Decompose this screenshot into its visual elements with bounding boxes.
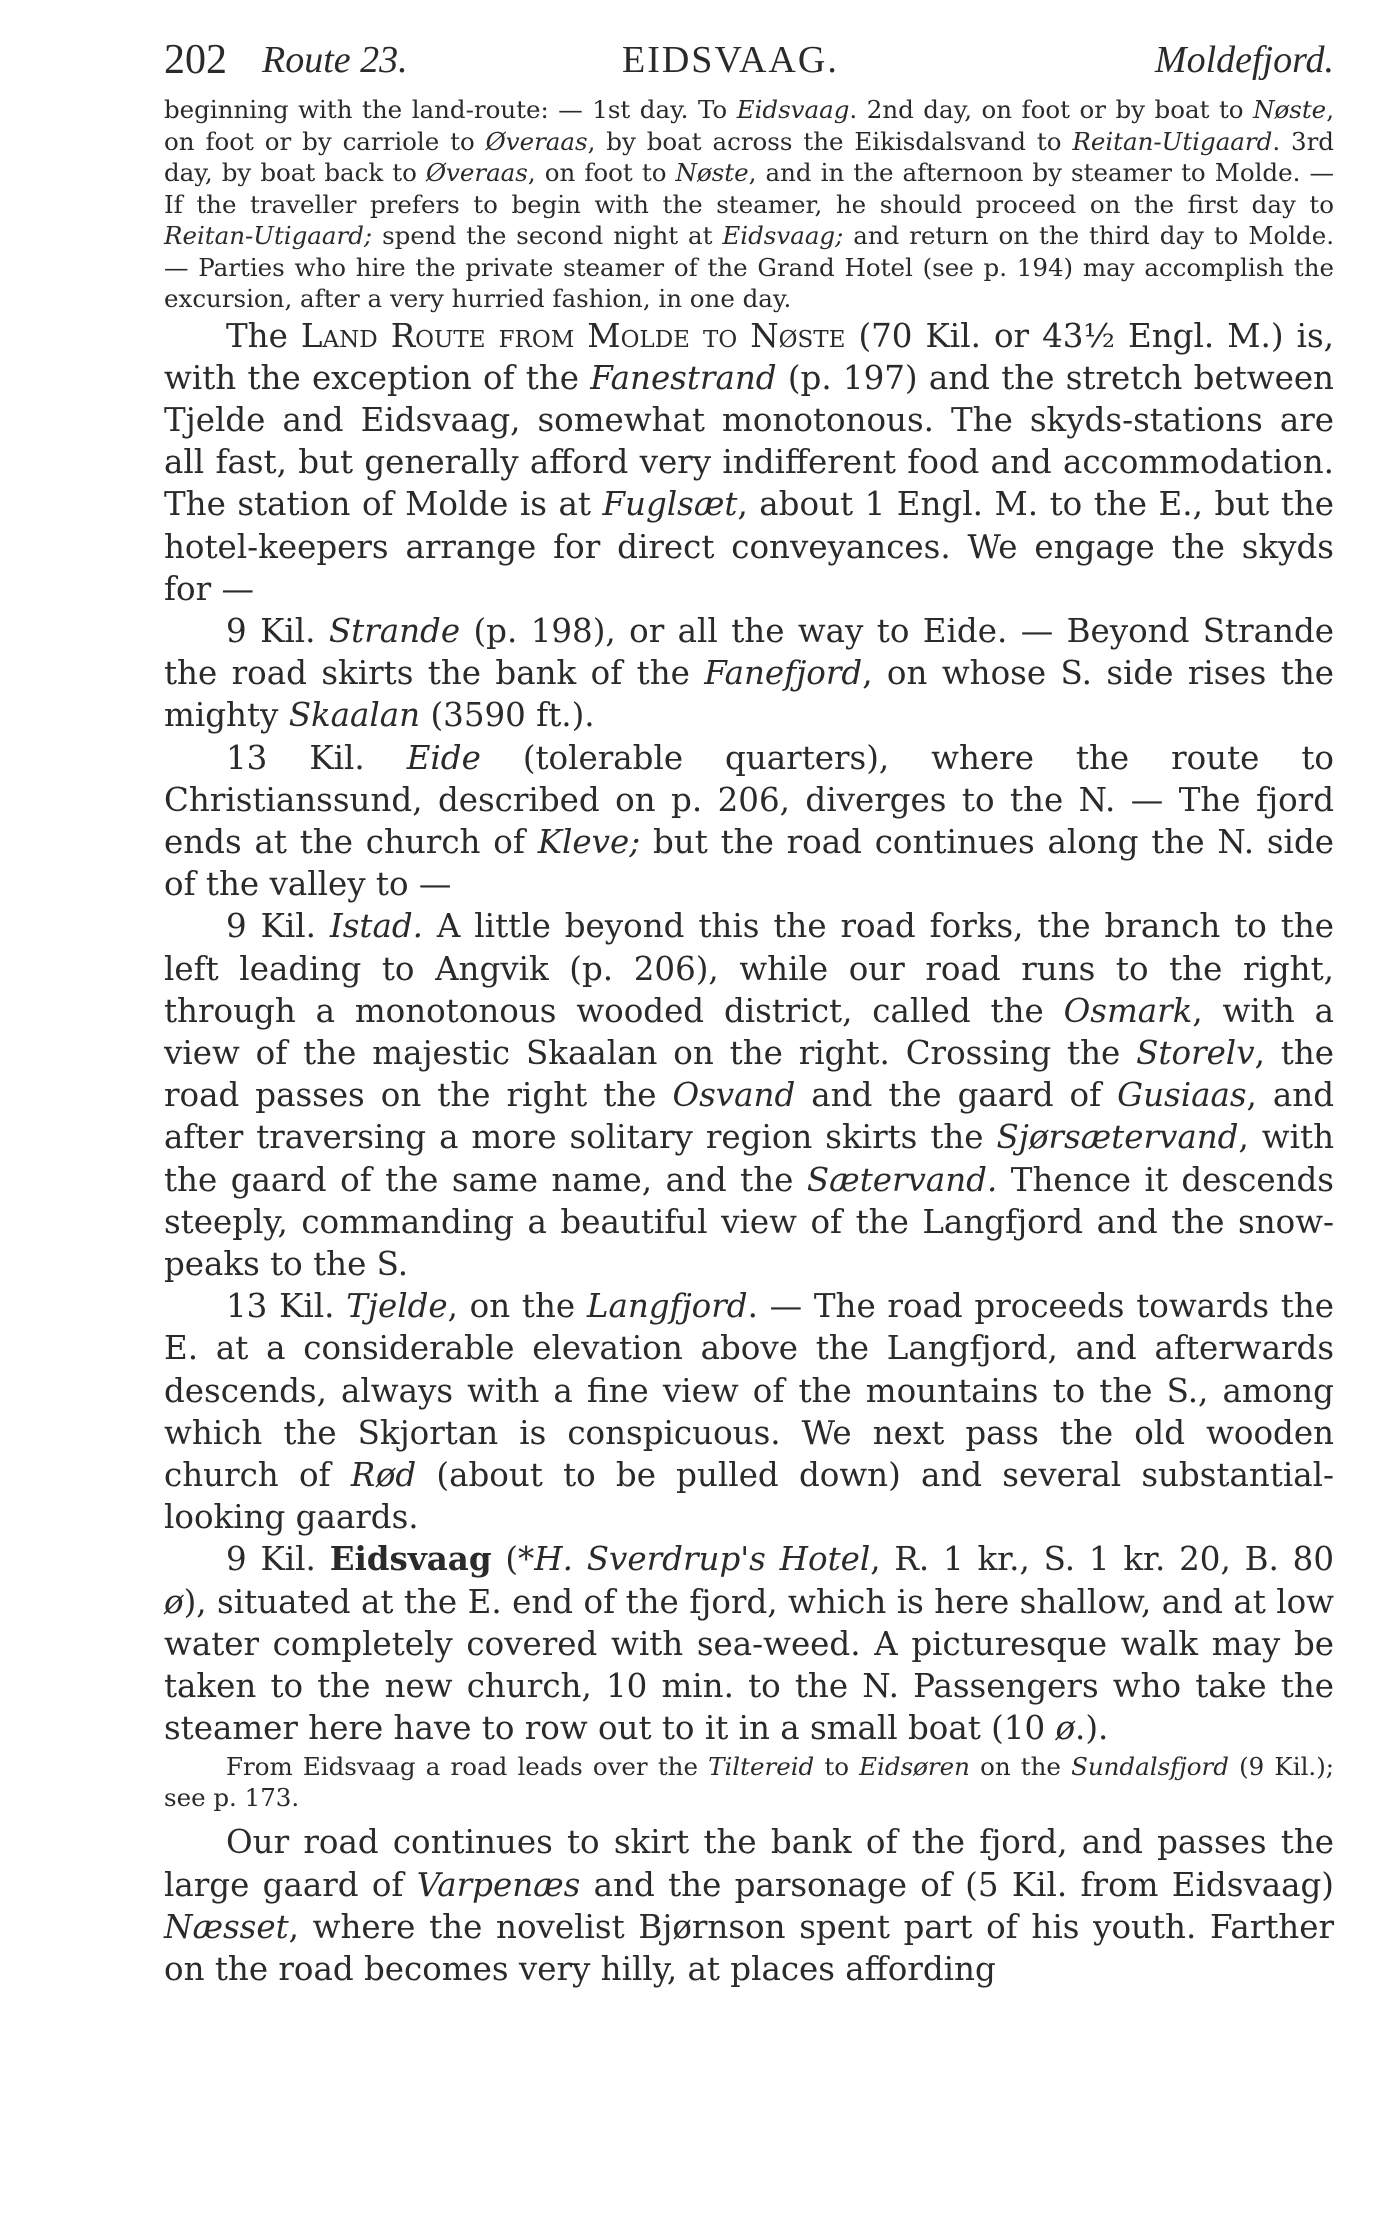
paragraph-istad — [164, 905, 1334, 1285]
text-run: . 3rd day, by boat back to — [164, 126, 1334, 187]
text-run: The — [226, 316, 301, 355]
text-run: and the parsonage of (5 Kil. from Eidsvaag) — [580, 1865, 1334, 1904]
text-run: Langfjord — [586, 1287, 748, 1326]
text-run: to — [814, 1752, 860, 1782]
text-run: , on the — [447, 1287, 587, 1326]
text-run: Osvand — [672, 1076, 796, 1115]
text-run: . 2nd day, on foot or by boat to — [849, 95, 1254, 124]
text-run: , on whose S. side rises the mighty — [164, 654, 1334, 735]
text-run: ( — [491, 1540, 519, 1579]
text-run: Reitan-Utigaard — [1072, 126, 1273, 156]
text-run: Sjørsætervand — [996, 1118, 1239, 1157]
book-page — [164, 30, 1334, 1990]
text-run: Eidsvaag — [329, 1539, 492, 1579]
text-run: Varpenæs — [416, 1865, 581, 1904]
text-run: , R. 1 kr., S. 1 kr. 20, B. 80 — [870, 1540, 1334, 1579]
text-run: , about 1 Engl. M. to the E., but the hotel-keepers arrange for direct conveyances. We engage the skyds for — — [164, 485, 1334, 608]
text-run: , and in the afternoon by steamer to Molde. — If the traveller prefers to begin with the steamer, he should proceed on the first day to — [164, 158, 1334, 219]
text-run: Sætervand. — [806, 1160, 998, 1199]
paragraph-land-route — [164, 315, 1334, 610]
text-run: Eidsvaag; — [722, 221, 844, 250]
text-run: , with the gaard of the same name, and the — [164, 1118, 1335, 1199]
text-run: ), situated at the E. end of the fjord, which is here shallow, and at low water completely covered with sea-weed. A picturesque walk may be taken to the new church, 10 min. to the N. Passengers who take the steamer here have to row out to it in a small boat (10 — [164, 1582, 1334, 1748]
text-run: (about to be pulled down) and several substantial-looking gaards. — [164, 1455, 1334, 1537]
text-run: 9 Kil. — [226, 1540, 330, 1579]
paragraph-eidsvaag — [164, 1538, 1334, 1749]
region-label: Moldefjord. — [1154, 39, 1334, 81]
text-run: , by boat across the Eikisdalsvand to — [587, 126, 1073, 156]
paragraph-note-tiltereid — [164, 1751, 1334, 1813]
text-run: ø — [1055, 1709, 1076, 1748]
running-header — [164, 30, 1334, 90]
paragraph-intro — [164, 94, 1334, 315]
text-run: and return on the third day to Molde. — Parties who hire the private steamer of the Grand Hotel (see p. 194) may accomplish the excursion, after a very hurried fashion, in one day. — [164, 221, 1334, 313]
text-run: on the — [969, 1752, 1072, 1782]
text-run: (3590 ft.). — [420, 696, 595, 735]
paragraph-continues — [164, 1821, 1334, 1990]
text-run: Tjelde — [346, 1287, 448, 1326]
text-run: Thence it descends steeply, commanding a beautiful view of the Langfjord and the snow-peaks to the S. — [164, 1160, 1334, 1283]
text-run: Osmark — [1063, 991, 1193, 1030]
text-run: Rød — [350, 1455, 417, 1494]
text-run: Nøste — [675, 158, 749, 187]
text-run: , where the novelist Bjørnson spent part of his youth. Farther on the road becomes very hilly, at places affording — [164, 1907, 1334, 1989]
text-run: From Eidsvaag a road leads over the — [226, 1752, 709, 1782]
text-run: Our road continues to skirt the bank of the fjord, and passes the large gaard of — [164, 1823, 1334, 1904]
text-run: and the gaard of — [795, 1076, 1118, 1115]
text-run: Tiltereid — [708, 1752, 815, 1782]
text-run: Fanefjord — [704, 654, 863, 693]
text-run: 9 Kil. — [226, 907, 330, 946]
text-run: , on foot to — [527, 158, 676, 187]
text-run: Land Route from Molde to Nøste — [300, 316, 846, 355]
route-label: Route 23. — [262, 39, 408, 81]
text-run: , the road passes on the right the — [164, 1033, 1334, 1115]
text-run: Skaalan — [288, 696, 421, 735]
text-run: , and after traversing a more solitary region skirts the — [164, 1076, 1334, 1157]
text-run: Eide — [406, 738, 481, 777]
text-run: Øveraas — [425, 158, 528, 187]
text-run: Kleve; — [537, 822, 641, 861]
text-run: Reitan-Utigaard; — [164, 221, 373, 250]
text-run: Storelv — [1136, 1033, 1255, 1072]
text-run: 9 Kil. — [226, 611, 329, 650]
text-run: (p. 198), or all the way to Eide. — Beyond Strande the road skirts the bank of the — [164, 611, 1334, 693]
text-run: (70 Kil. or 43½ Engl. M.) is, with the exception of the — [164, 316, 1334, 397]
paragraph-eide — [164, 737, 1334, 906]
text-run: (tolerable quarters), where the route to Christianssund, described on p. 206, diverges to the N. — The fjord ends at the church of — [164, 738, 1334, 861]
text-run: Næsset — [164, 1907, 289, 1946]
text-run: Eidsøren — [859, 1752, 970, 1782]
text-run: Fuglsæt — [602, 485, 738, 524]
text-run: ø — [164, 1582, 184, 1621]
body-text — [164, 94, 1334, 1990]
text-run: but the road continues along the N. side of the valley to — — [164, 822, 1334, 904]
text-run: (p. 197) and the stretch between Tjelde and Eidsvaag, somewhat monotonous. The skyds-stations are all fast, but generally afford very indifferent food and accommodation. The station of Molde is at — [164, 358, 1334, 524]
text-run: Istad. — [329, 907, 423, 946]
text-run: , on foot or by carriole to — [164, 95, 1334, 156]
text-run: Strande — [328, 611, 461, 650]
text-run: .). — [1075, 1709, 1109, 1748]
text-run: spend the second night at — [372, 221, 723, 250]
text-run: Nøste — [1253, 95, 1327, 124]
text-run: A little beyond this the road forks, the branch to the left leading to Angvik (p. 206), while our road runs to the right, through a monotonous wooded district, called the — [164, 907, 1334, 1030]
text-run: *H. Sverdrup's Hotel — [518, 1540, 871, 1579]
text-run: 13 Kil. — [226, 738, 407, 777]
text-run: 13 Kil. — [226, 1287, 347, 1326]
text-run: Sundalsfjord — [1071, 1752, 1229, 1782]
text-run: (9 Kil.); see p. 173. — [164, 1752, 1335, 1813]
text-run: . — The road proceeds towards the E. at a considerable elevation above the Langfjord, and afterwards descends, always with a fine view of the mountains to the S., among which the Skjortan is conspicuous. We next pass the old wooden church of — [164, 1287, 1334, 1494]
page-number: 202 — [164, 37, 227, 83]
place-heading: EIDSVAAG. — [622, 39, 839, 81]
paragraph-strande — [164, 610, 1334, 737]
text-run: Gusiaas — [1117, 1076, 1247, 1115]
text-run: , with a view of the majestic Skaalan on the right. Crossing the — [164, 991, 1334, 1072]
text-run: Eidsvaag — [736, 95, 850, 124]
text-run: Fanestrand — [590, 358, 777, 397]
text-run: Øveraas — [485, 126, 588, 156]
text-run: beginning with the land-route: — 1st day. To — [164, 95, 737, 124]
paragraph-tjelde — [164, 1285, 1334, 1538]
